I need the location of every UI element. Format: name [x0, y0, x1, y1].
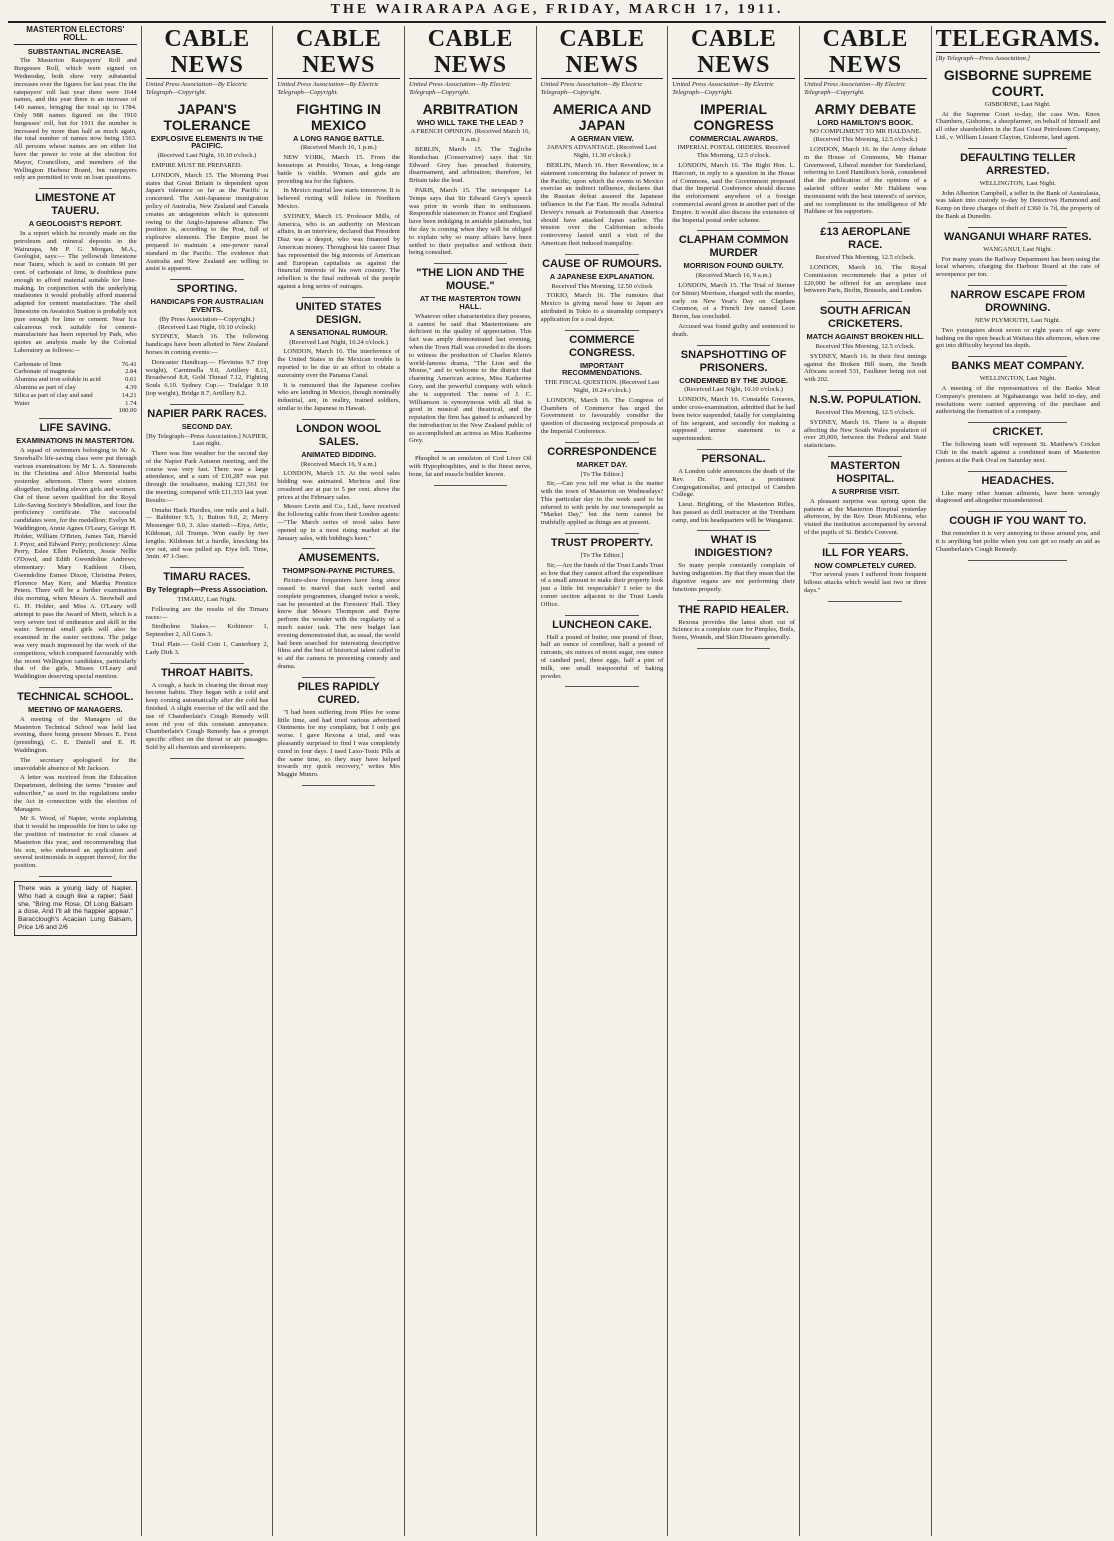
article-paragraph: In a report which he recently made on the petroleum and mineral deposits in the Wairarapa, Mr P. G. Morgan, M.A., Geologist, says:— The yellowish limestone near Tauru, which is said to contain 90 per cent. of carbonate of lime, is doubtless pure enough to afford material suitable for lime-making. In conjunction with the underlying mudstones it would probably afford material adapted for cement manufacture. The shell limestone on Awatoitoi Station is probably not pure enough for lime or cement. Near Ica calcareous rock suitable for cement-manufacture has been reported by Park, who quotes an analysis made by the Colonial Laboratory as follows:— [14, 229, 137, 354]
article-subheadline: EXPLOSIVE ELEMENTS IN THE PACIFIC. [150, 133, 264, 151]
article-separator [565, 442, 639, 443]
article-separator [828, 301, 902, 302]
article-separator [697, 345, 771, 346]
column-6 [799, 26, 931, 1536]
article-paragraph: Omahu Hack Hurdles, one mile and a half.— Rabbitter 9.5, 1; Button 9.0, 2; Merry Messenger 9.0, 3. Also started:—Eiya, Artic, Kildonan, All Trumps. Won easily by two lengths. Kildonan hit a hurdle, knocking his eye out, and was pulled up. Eiya fell. Time, 3min. 47 1-5sec. [145, 506, 269, 561]
article [146, 667, 269, 752]
article-headline: TECHNICAL SCHOOL. [17, 690, 134, 703]
article [14, 691, 137, 870]
analysis-row [14, 376, 137, 384]
article-paragraph: At the Supreme Court to-day, the case Wm. Knox Chambers, Gisborne, a sheepfarmer, on behalf of himself and all other shareholders in the East Coast Petroleum Company, Ltd., v. William Lissant Clayton, Gisborne, land agent. [935, 110, 1100, 141]
article-separator [565, 330, 639, 331]
article-separator [828, 456, 902, 457]
article-separator [39, 418, 113, 419]
article-paragraph: LONDON, March 16. Constable Greaves, under cross-examination, admitted that he had been twice suspended, fatally for complaining of his sergeant, and secondly for making a supposed untrue statement to a superintendent. [672, 396, 795, 443]
article [936, 515, 1100, 553]
column-subheading: United Press Association—By Electric Telegraph—Copyright. [672, 81, 774, 96]
column-4 [536, 26, 668, 1536]
article-paragraph: SYDNEY, March 16. There is a dispute affecting the New South Wales population of over 20,000, between the Federal and State statisticians. [803, 418, 927, 450]
article-headline: TRUST PROPERTY. [550, 537, 653, 550]
article-paragraph: A meeting of the representatives of the Banks Meat Company's premises at Ngahauranga was held to-day, and resolutions were carried approving of the purchase and authorising the formation of a company. [935, 384, 1100, 416]
article-subheadline: A SENSATIONAL RUMOUR. [289, 327, 388, 337]
article-paragraph: Whatever other characteristics they possess, it cannot be said that Mastertonians are deficient in the quality of appreciation. This fact was amply demonstrated last evening, when the Town Hall was crowded to the doors to witness the production of Charles Klein's world-famous drama, "The Lion and the Mouse," and to welcome to the district that charming American actress, Miss Katherine Grey, and the powerful company with which she is supported. The name of J. C. Williamson is synonymous with all that is good in musical and theatrical, and the reputation the firm has gained is enhanced by the introduction to the New Zealand public of so accomplished an actress as Miss Katherine Grey. [408, 312, 532, 445]
article-dateline: [By Telegraph—Press Association.] NAPIER, Last night. [146, 432, 268, 448]
article-paragraph: Half a pound of butter, one pound of flour, half an ounce of cornflour, half a pound of currants, six ounces of moist sugar, one ounce of candied peel, three eggs, half a pint of milk, one small teaspoonful of baking powder. [540, 633, 664, 680]
article-subheadline: A SURPRISE VISIT. [831, 486, 900, 496]
column-subheading: United Press Association—By Electric Telegraph—Copyright. [145, 81, 248, 96]
newspaper-columns [10, 26, 1104, 1536]
article [277, 301, 400, 413]
article-paragraph: It is rumoured that the Japanese coolies who are landing in Mexico, though nominally industrial, are, in reality, trained soldiers, similar to the Japanese in Hawaii. [277, 381, 400, 412]
article [14, 192, 137, 355]
article-dateline: (Received Last Night, 10.10 o'clock.) [684, 386, 783, 394]
analysis-row [14, 392, 137, 400]
article-dateline: Received This Morning, 12.5 o'clock. [815, 408, 915, 416]
article-headline: N.S.W. POPULATION. [809, 393, 922, 406]
article-headline: MASTERTON HOSPITAL. [830, 459, 900, 485]
article-separator [565, 615, 639, 616]
article-paragraph: The Masterton Ratepayers' Roll and Burgesses Roll, which were signed on Wednesday, both show very substantial increases over the figures for last year. On the ratepayers' roll last year there were 1644 names, and this year there is an increase of 140 names, bringing the total up to 1784. Only 988 names figured on the 1910 burgesses' roll, but for 1911 the number is increased by more than half as much again, the total number of names now being 1563. All persons whose names are on either list have the power to vote at the election for Mayor, Councillors, and members of the Wellington Harbour Board, but ratepayers only are permitted to vote on loan questions. [14, 57, 137, 182]
article [672, 349, 795, 443]
article [936, 475, 1100, 506]
article-separator [697, 530, 771, 531]
article [936, 360, 1100, 416]
column-lead-title: MASTERTON ELECTORS' ROLL. [14, 26, 137, 45]
masthead-rule [8, 21, 1106, 23]
article [541, 334, 664, 436]
page-masthead: THE WAIRARAPA AGE, FRIDAY, MARCH 17, 1911. [330, 2, 784, 17]
article-headline: "THE LION AND THE MOUSE." [416, 267, 525, 293]
article-separator [434, 485, 508, 486]
article-separator [170, 567, 244, 568]
column-subheading: United Press Association—By Electric Telegraph—Copyright. [277, 81, 379, 96]
article-paragraph: But remember it is very annoying to those around you, and it is anything but polite when you can get so ready an aid as Chamberlain's Cough Remedy. [935, 530, 1100, 553]
article-paragraph: Phosphol is an emulsion of Cod Liver Oil with Hypophosphites, and is the finest nerve, bone, fat and muscle builder known. [408, 455, 532, 478]
article-headline: ARBITRATION [422, 100, 518, 117]
analysis-value: 0.61 [125, 376, 137, 384]
article [541, 619, 664, 681]
article-separator [565, 686, 639, 687]
article [541, 446, 664, 527]
article-paragraph: LONDON, March 16. The interference of the United States in the Mexican trouble is reported to be due to an effort to obtain a suzerainty over the Panama Canal. [277, 348, 400, 379]
article-separator [968, 560, 1067, 561]
article-paragraph: EMPIRE MUST BE PREPARED. [151, 161, 243, 169]
article-paragraph: A cough, a hack in clearing the throat may become habits. They began with a cold and keep coming automatically after the cold has finished. A slight exercise of the will and the use of Chamberlain's Cough Remedy will soon rid you of this constant annoyance. Chamberlain's Cough Remedy has a prompt specific effect on the throat or air passages. Sold by all chemists and storekeepers. [145, 681, 269, 751]
analysis-label: Silica as part of clay and sand [14, 391, 93, 399]
article [672, 604, 795, 642]
article-headline: NARROW ESCAPE FROM DROWNING. [950, 288, 1085, 314]
analysis-value: 14.21 [121, 391, 137, 399]
article-paragraph: NEW YORK, March 15. From the housetops at Presidio, Texas, a long-range battle is visible. Women and girls are providing tea for the fighters. [277, 154, 400, 185]
article-paragraph: SYDNEY, March 15. Professor Mills, of America, who is an authority on Mexican affairs, in an interview, declared that President Diaz was a despot, who was financed by American money. Throughout his career Diaz has represented the big interests of American and European capitalists as against the financial interests of his own country. The rebellion is the final outbreak of the people against a long series of outrages. [277, 212, 400, 290]
article-headline: COUGH IF YOU WANT TO. [949, 515, 1087, 528]
article-subheadline: IMPORTANT RECOMMENDATIONS. [562, 360, 642, 378]
article-paragraph: Sir,—Can you tell me what is the matter with the town of Masterton on Wednesdays? This particular day in the week used to be referred to with pride by our townspeople as "Market Day," but the term cannot be truthfully applied as things are at present. [540, 480, 664, 527]
article-separator [302, 785, 376, 786]
article-separator [968, 148, 1067, 149]
article [672, 101, 795, 225]
article-headline: UNITED STATES DESIGN. [295, 300, 382, 326]
article-paragraph: LONDON, March 15. At the wool sales bidding was animated. Merinos and fine crossbred are at par to 5 per cent. above the prices at the February sales. [277, 470, 400, 501]
column-2 [272, 26, 404, 1536]
article-dateline: GISBORNE, Last Night. [984, 100, 1051, 108]
article-dateline: [To The Editor.] [580, 552, 624, 560]
column-heading: CABLE NEWS [277, 26, 400, 79]
column-0 [10, 26, 141, 1536]
article-separator [302, 297, 376, 298]
article-separator [968, 285, 1067, 286]
article-separator [565, 533, 639, 534]
article-paragraph: Stodholme Stakes.— Kohinoor 1, September 2, All Guns 3. [145, 623, 269, 639]
article-paragraph: A letter was received from the Education Department, defining the terms "trustee and subscriber," as used in the regulations under the Act in connection with the election of Managers. [14, 774, 137, 813]
article-headline: GISBORNE SUPREME COURT. [943, 66, 1092, 99]
article-separator [828, 543, 902, 544]
article [936, 231, 1100, 279]
column-heading: CABLE NEWS [146, 26, 269, 79]
article [146, 101, 269, 274]
article-headline: COMMERCE CONGRESS. [568, 333, 635, 359]
article-headline: SOUTH AFRICAN CRICKETERS. [819, 305, 911, 331]
column-heading: CABLE NEWS [672, 26, 795, 79]
article-headline: NAPIER PARK RACES. [147, 407, 267, 420]
article-dateline: JAPAN'S ADVANTAGE. (Received Last Night, 11.30 o'clock.) [547, 144, 657, 160]
column-7 [931, 26, 1104, 1536]
article-paragraph: A meeting of the Managers of the Masterton Technical School was held last evening, there being present Messrs E. Feist (presiding), C. E. Daniell and E. H. Waddington. [14, 715, 137, 754]
article-paragraph: Picture-show frequenters have long since ceased to marvel that such varied and complete programmes, changed twice a week, can be presented at the Foresters' Hall. They know that Messrs Thompson and Payne perform the wonder with the regularity of a much easier task. The new budget last evening demonstrated that, as usual, the world had been searched for interesting descriptive films and the best of historical talent called in to aid the camera in presenting comedy and drama. [277, 577, 400, 671]
column-subheading: [By Telegraph—Press Association.] [935, 55, 1031, 62]
article-separator [39, 876, 113, 877]
analysis-row [14, 368, 137, 376]
article-separator [434, 451, 508, 452]
article-headline: IMPERIAL CONGRESS [693, 100, 774, 133]
article-separator [170, 758, 244, 759]
article-subheadline: A GEOLOGIST'S REPORT. [28, 219, 122, 229]
article-dateline: Received This Morning, 12.50 o'clock [551, 282, 653, 290]
column-heading: CABLE NEWS [409, 26, 532, 79]
analysis-value: 76.41 [121, 360, 137, 368]
article-paragraph: TOKIO, March 16. The rumours that Mexico is giving naval base to Japan are attributed in Tokio to a steamship company's application for a coal depot. [540, 292, 664, 323]
article-subheadline: ANIMATED BIDDING. [301, 449, 377, 459]
article-paragraph: SYDNEY, March 16. In their first innings against the Broken Hill team, the South Africans scored 531, Faulkner being not out with 202. [803, 352, 927, 384]
article-dateline: WELLINGTON, Last Night. [979, 375, 1056, 383]
article-dateline: (Received March 16, 9 a.m.) [695, 272, 772, 280]
article-subheadline: LORD HAMILTON'S BOOK. [817, 117, 914, 127]
article-subheadline: SUBSTANTIAL INCREASE. [27, 46, 123, 56]
article [804, 226, 927, 295]
article-separator [39, 687, 113, 688]
column-heading: CABLE NEWS [541, 26, 664, 79]
article-subheadline: MORRISON FOUND GUILTY. [683, 261, 784, 271]
article-subheadline: WHO WILL TAKE THE LEAD ? [416, 117, 524, 127]
article-separator [302, 548, 376, 549]
article-paragraph: In Mexico martial law starts tomorrow. It is believed rioting will follow in Northern Mexico. [277, 187, 400, 210]
article-paragraph: So many people constantly complain of having indigestion. By that they mean that the digestive organs are not performing their functions properly. [672, 562, 795, 593]
article-subheadline: A GERMAN VIEW. [570, 133, 634, 143]
column-subheading: United Press Association—By Electric Telegraph—Copyright. [540, 81, 643, 96]
article-headline: CORRESPONDENCE [547, 445, 657, 458]
article-paragraph: There was fine weather for the second day of the Napier Park Autumn meeting, and the course was very fast. There was a large attendance, and a sum of £10,287 was put through the totalisator, making £21,561 for the meeting, compared with £11,333 last year. Results:— [145, 450, 269, 504]
analysis-label [14, 407, 115, 415]
article-subheadline: MEETING OF MANAGERS. [28, 704, 123, 714]
article-dateline: THE FISCAL QUESTION. (Received Last Night, 10.24 o'clock.) [544, 379, 660, 394]
article [936, 289, 1100, 350]
analysis-label: Carbonate of magnesia [14, 368, 75, 376]
article-paragraph: A squad of swimmers belonging to Mr A. Snowball's life-saving class were put through various examinations by Mr L. A. Simmonds in the Christina and Alice Memorial baths yesterday afternoon. There were sixteen altogether, including eleven girls and women. Out of these seven qualified for the Royal Life-Saving Society's Medallion, and four the proficiency certificate. The successful candidates were, for the medallion: Evelyn M. Waddington, Annie Agnes O'Leary, George H. Holder, William O'Brien, James Tait, Harold J. Pryor, and Edward Perry; proficiency: Alma Perry, Eslee Ellen Pelletrin, Jessie Nellie O'Dowd, and Edith Gwendoline Andrews; elementary: Mary Kathleen Olsen, Gwendoline Esmee Dixon, Christina Peters, Florence May Kerr, and Martha Prentice Peters. There will be a further examination this morning, when Messrs A. Snowball and G. H. Holder, and Miss A. O'Leary will attempt to pass the Award of Merit, which is a very severe test of endurance and skill in the water. Several small girls will also be examined in the easier sections. The judge was very much impressed by the work of the competitors, which compared favourably with the recent Wellington candidates, particularly that of the girls, Misses O'Leary and Waddington deserving special mention. [14, 447, 137, 681]
article-headline: CAUSE OF RUMOURS. [542, 257, 662, 270]
article-headline: HEADACHES. [981, 474, 1055, 487]
article-separator [697, 648, 771, 649]
article-paragraph: Mr S. Wood, of Napier, wrote explaining that it would be impossible for him to take up the position of instructor to coal classes at Masterton this year, and recommending that his son, who endorsed an application and several testimonials in support thereof, for the position. [14, 815, 137, 870]
article-subheadline: MATCH AGAINST BROKEN HILL. [806, 332, 925, 342]
article-subheadline: HANDICAPS FOR AUSTRALIAN EVENTS. [150, 297, 264, 314]
article-paragraph: Two youngsters about seven or eight years of age were bathing on the open beach at Waitara this afternoon, when one got into difficulty beyond his depth. [935, 326, 1100, 350]
column-subheading: United Press Association—By Electric Telegraph—Copyright. [803, 81, 906, 96]
article-separator [968, 422, 1067, 423]
article-dateline: NO COMPLIMENT TO MR HALDANE. (Received This Morning, 12.5 o'clock.) [809, 128, 922, 144]
article-headline: DEFAULTING TELLER ARRESTED. [960, 151, 1076, 177]
article-paragraph: BERLIN, March 16. Herr Reventlow, in a statement concerning the balance of power in the Pacific, upon which the events in Mexico exercise an indirect influence, declares that the Russian defeat assured the Japanese influence in the Far East. He recalls Admiral Dewey's remark at Portsmouth that America should have attacked Japan earlier. The tension over the Californian schools controversy lasted until a visit of the American fleet induced tranquility. [540, 161, 664, 247]
article-paragraph: Messrs Levin and Co., Ltd., have received the following cable from their London agents:—"The March series of wool sales have opened up in a most rising market at the January sales, with bidding's keen." [277, 503, 400, 542]
article-paragraph: Sir,—Are the funds of the Trust Lands Trust so low that they cannot afford the expenditure of a small amount to make their property look just a little bit respectable? I refer to the corner section adjacent to the Trust Lands Office. [540, 561, 664, 608]
article-subheadline: CONDEMNED BY THE JUDGE. [679, 375, 788, 385]
article-subheadline: THOMPSON-PAYNE PICTURES. [282, 566, 395, 576]
article-headline: CLAPHAM COMMON MURDER [678, 234, 789, 260]
article-dateline: (By Press Association—Copyright.) (Received Last Night, 10.10 o'clock) [158, 315, 256, 331]
article-paragraph: LONDON, March 15. The Morning Post states that Great Britain is dependent upon Japan's tolerance so far as the Pacific is concerned. The Anti-Japanese immigration policy of Australia, New Zealand and Canada creates an antagonism which is quiescent owing to the Anglo-Japanese alliance. The position is, according to the Post, full of explosive elements. The Empire must be prepared to maintain a one-power naval standard in the Pacific. The evidence that Australia and New Zealand are willing to assist is apparent. [145, 171, 269, 273]
article [409, 455, 532, 478]
article-paragraph: A London cable announces the death of the Rev. Dr. Fraser, a prominent Congregationalist, and principal of Camden College. [672, 467, 795, 499]
article-paragraph: John Alberton Campbell, a teller in the Bank of Australasia, was taken into custody to-day by Detectives Hammond and Kemp on three charges of theft of £360 1s 7d, the property of the Bank at Dunedin. [935, 189, 1100, 220]
article-separator [170, 279, 244, 280]
article-paragraph: The secretary apologised for the unavoidable absence of Mr Jackson. [14, 756, 137, 772]
article-separator [39, 188, 113, 189]
article-paragraph: LONDON, March 16. The Right Hon. L. Harcourt, in reply to a question in the House of Commons, said the Government proposed that the Imperial Conference should discuss the enforcement anywhere of a foreign commercial award given in another part of the Empire. It would also discuss the extension of the Imperial postal order scheme. [672, 161, 795, 224]
article-paragraph: SYDNEY, March 16. The following handicaps have been allotted to New Zealand horses in coming events:— [145, 333, 269, 356]
article-paragraph: "For several years I suffered from frequent bilious attacks which would last two or three days." [803, 571, 927, 595]
analysis-row [14, 400, 137, 408]
article-dateline: IMPERIAL POSTAL ORDERS. Received This Morning, 12.5 o'clock. [677, 144, 790, 160]
article-dateline: Received This Morning, 12.5 o'clock. [815, 342, 915, 350]
article-paragraph: Lieut. Brighting, of the Masterton Rifles, has passed as drill instructor at the Trentham camp, and his headquarters will be Wanganui. [672, 501, 795, 524]
analysis-label: Water [14, 399, 30, 407]
article-dateline: (Received Last Night, 10.10 o'clock.) [157, 152, 257, 160]
article [804, 101, 927, 217]
article-separator [968, 471, 1067, 472]
article-subheadline: MARKET DAY. [576, 459, 628, 469]
article-paragraph: LONDON, March 16. In the Army debate in the House of Commons, Mr Hamar Greenwood, Liberal member for Sunderland, referring to Lord Hamilton's book, considered that the publication of the opinions of a salaried officer under Mr Haldane was inconsistent with the best interest's of service, and no compliment to the intelligence of Mr Haldane or his supporters. [803, 145, 927, 216]
article-separator [828, 390, 902, 391]
article-headline: THE RAPID HEALER. [678, 603, 789, 616]
article-headline: ILL FOR YEARS. [822, 546, 909, 559]
article-paragraph: LONDON, March 15. The Trial of Steiner (or Stinie) Morrison, charged with the murder, early on New Year's Day on Clapham Common, of a French Jew named Leon Beron, has concluded. [672, 281, 795, 321]
article-subheadline: By Telegraph—Press Association. [146, 585, 268, 595]
article-dateline: NEW PLYMOUTH, Last Night. [975, 316, 1061, 324]
article-separator [170, 663, 244, 664]
column-1 [141, 26, 273, 1536]
article-dateline: TIMARU, Last Night. [177, 596, 237, 604]
article-separator [968, 227, 1067, 228]
article [146, 283, 269, 398]
article-dateline: WELLINGTON, Last Night. [979, 179, 1056, 187]
article-separator [434, 263, 508, 264]
article [146, 571, 269, 656]
article-paragraph: LONDON, March 16. The Congress of Chambers of Commerce has urged the Government to favourably consider the question of discussing reciprocal proposals at the Imperial Conference. [540, 396, 664, 435]
article-dateline: (Received March 16, 9 a.m.) [300, 460, 377, 468]
article [541, 537, 664, 609]
article-paragraph: Rexona provides the latest short cut of Science to a complete cure for Pimples, Boils, Sores, Wounds, and Skin Diseases generally. [672, 618, 795, 642]
article-separator [968, 356, 1067, 357]
advertisement [14, 881, 137, 936]
article-subheadline: SECOND DAY. [181, 421, 233, 431]
analysis-value: 1.74 [125, 399, 137, 407]
article [277, 423, 400, 543]
article-subheadline: A JAPANESE EXPLANATION. [549, 271, 655, 281]
article-headline: LUNCHEON CAKE. [552, 618, 652, 631]
article-headline: WANGANUI WHARF RATES. [943, 230, 1092, 243]
article-dateline: A FRENCH OPINION. (Received March 16, 9 a.m.) [410, 128, 531, 144]
article-separator [302, 419, 376, 420]
article-paragraph: Doncaster Handicap.— Flevinius 9.7 (top weight), Carnimella 9.0, Artillery 8.11, Broadwood 8.8, Gold Thread 7.12, Fighting Souls 6.10. Sydney Cup.— Trafalgar 9.10 (top weight), Bridge 8.7, Artillery 8.2. [145, 358, 269, 397]
article [804, 394, 927, 450]
article-separator [697, 230, 771, 231]
article-headline: AMUSEMENTS. [298, 552, 380, 565]
article-headline: FIGHTING IN MEXICO [296, 100, 382, 133]
article [146, 408, 269, 562]
analysis-table [14, 361, 137, 416]
analysis-label: Carbonate of lime [14, 360, 62, 368]
article-subheadline: AT THE MASTERTON TOWN HALL. [419, 294, 521, 311]
analysis-value: 100.00 [118, 407, 137, 415]
analysis-label: Alumina and iron soluble in acid [14, 376, 101, 384]
analysis-row [14, 384, 137, 392]
column-3 [404, 26, 536, 1536]
article-headline: CRICKET. [992, 426, 1044, 439]
article-headline: PERSONAL. [701, 452, 766, 465]
article-paragraph: The following team will represent St. Matthew's Cricket Club in the match against a combined team of Masterton juniors at the Park Oval on Saturday next. [935, 441, 1100, 464]
article [277, 101, 400, 291]
article-paragraph: Following are the results of the Timaru races:— [145, 605, 269, 621]
article-headline: LIMESTONE AT TAUERU. [35, 192, 116, 218]
article-separator [968, 511, 1067, 512]
article-separator [170, 404, 244, 405]
article-headline: LIFE SAVING. [39, 422, 111, 435]
article-headline: ARMY DEBATE [814, 100, 916, 117]
article-separator [697, 449, 771, 450]
article-paragraph: BERLIN, March 15. The Tagliche Rundschau (Conservative) says that Sir Edward Grey has preached fraternity, disarmament, and arbitration; therefore, let Britain take the lead. [408, 145, 532, 185]
article [804, 460, 927, 537]
article-paragraph: Like many other human ailments, have been wrongly diagnosed and altogether misunderstood. [935, 489, 1100, 505]
article [409, 101, 532, 258]
article [936, 426, 1100, 464]
article-paragraph: LONDON, March 16. The Royal Commission recommends that a prize of £20,000 be offered for an aeroplane race between Paris, Berlin, Brussels, and London. [803, 263, 927, 295]
article-headline: WHAT IS INDIGESTION? [694, 534, 773, 560]
article-headline: £13 AEROPLANE RACE. [820, 226, 911, 252]
article [936, 67, 1100, 142]
article-headline: LONDON WOOL SALES. [296, 422, 382, 448]
article-paragraph: For many years the Railway Department has been using the local wharves, charging the Harbour Board at the rate of sevenpence per ton. [935, 255, 1100, 279]
article-subheadline: EXAMINATIONS IN MASTERTON. [16, 436, 135, 446]
article [804, 547, 927, 595]
article [14, 422, 137, 681]
article [541, 101, 664, 248]
article-paragraph: Trial Plate.— Gold Coin 1, Canterbury 2, Lady Dirk 3. [145, 641, 269, 656]
ad-body: There was a young lady of Napier, Who had a cough like a rapier; Said she, "Bring me Rose, Of Long Balsam a dose, And I'll all the happier appear." Baracclough's Acacian Lung Balsam, Price 1/6 and 2/6 [18, 884, 133, 931]
article-headline: BANKS MEAT COMPANY. [951, 360, 1085, 373]
article [277, 552, 400, 670]
article-dateline: Received This Morning, 12.5 o'clock. [815, 254, 915, 262]
article-separator [302, 677, 376, 678]
article-subheadline: COMMERCIAL AWARDS. [689, 133, 778, 143]
article-headline: PILES RAPIDLY CURED. [297, 680, 380, 706]
column-heading: TELEGRAMS. [935, 26, 1100, 52]
article [277, 681, 400, 779]
article [409, 267, 532, 445]
analysis-label: Alumina as part of clay [14, 384, 76, 392]
article [672, 234, 795, 338]
article-dateline: (Received March 16, 1 p.m.) [300, 144, 377, 152]
article-paragraph: PARIS, March 15. The newspaper Le Temps says that Sir Edward Grey's speech was prior in words than in enthusiasm. Responsible statesmen in France and England have been indulging in amiable platitudes, but the day is coming when they will be obliged to explain why so many affairs have been settled to their prejudice and without their being consulted. [408, 186, 532, 257]
analysis-value: 4.39 [125, 384, 137, 392]
article [14, 48, 137, 183]
article-headline: SPORTING. [176, 283, 238, 296]
article-headline: THROAT HABITS. [160, 666, 254, 679]
article-separator [697, 600, 771, 601]
column-heading: CABLE NEWS [804, 26, 927, 79]
article [936, 152, 1100, 221]
article-dateline: [To The Editor.] [580, 470, 624, 478]
article-separator [565, 254, 639, 255]
article-subheadline: A LONG RANGE BATTLE. [293, 133, 385, 143]
article-dateline: WANGANUI, Last Night. [983, 245, 1053, 253]
article [672, 534, 795, 593]
article-separator [828, 222, 902, 223]
column-subheading: United Press Association—By Electric Telegraph—Copyright. [408, 81, 511, 96]
analysis-row [14, 407, 137, 415]
article-separator [828, 601, 902, 602]
analysis-row [14, 361, 137, 369]
column-5 [667, 26, 799, 1536]
article [541, 258, 664, 324]
article-paragraph: Accused was found guilty and sentenced to death. [672, 322, 795, 338]
article-dateline: (Received Last Night, 10.24 o'clock.) [289, 338, 389, 346]
article-subheadline: NOW COMPLETELY CURED. [814, 560, 917, 570]
article-paragraph: A pleasant surprise was sprung upon the patients at the Masterton Hospital yesterday afternoon, by the Rev. Dean McKenna, who visited the institution accompanied by several of the pupils of St. Bride's Convent. [803, 497, 927, 536]
article-paragraph: "I had been suffering from Piles for some little time, and had tried various advertised Ointments for my complaint, but I only got worse. I gave Rexona a trial, and was pleasantly surprised to find I was completely cured in four days. I used Laxo-Tonic Pills at the same time, so they may have helped towards my quick recovery," writes Mrs Maggie Munro. [277, 708, 400, 779]
article [672, 453, 795, 525]
article-headline: AMERICA AND JAPAN [552, 100, 652, 133]
article-headline: SNAPSHOTTING OF PRISONERS. [680, 348, 787, 374]
article-headline: TIMARU RACES. [163, 571, 251, 584]
article-headline: JAPAN'S TOLERANCE [163, 100, 251, 133]
article [804, 305, 927, 384]
analysis-value: 2.84 [125, 368, 137, 376]
